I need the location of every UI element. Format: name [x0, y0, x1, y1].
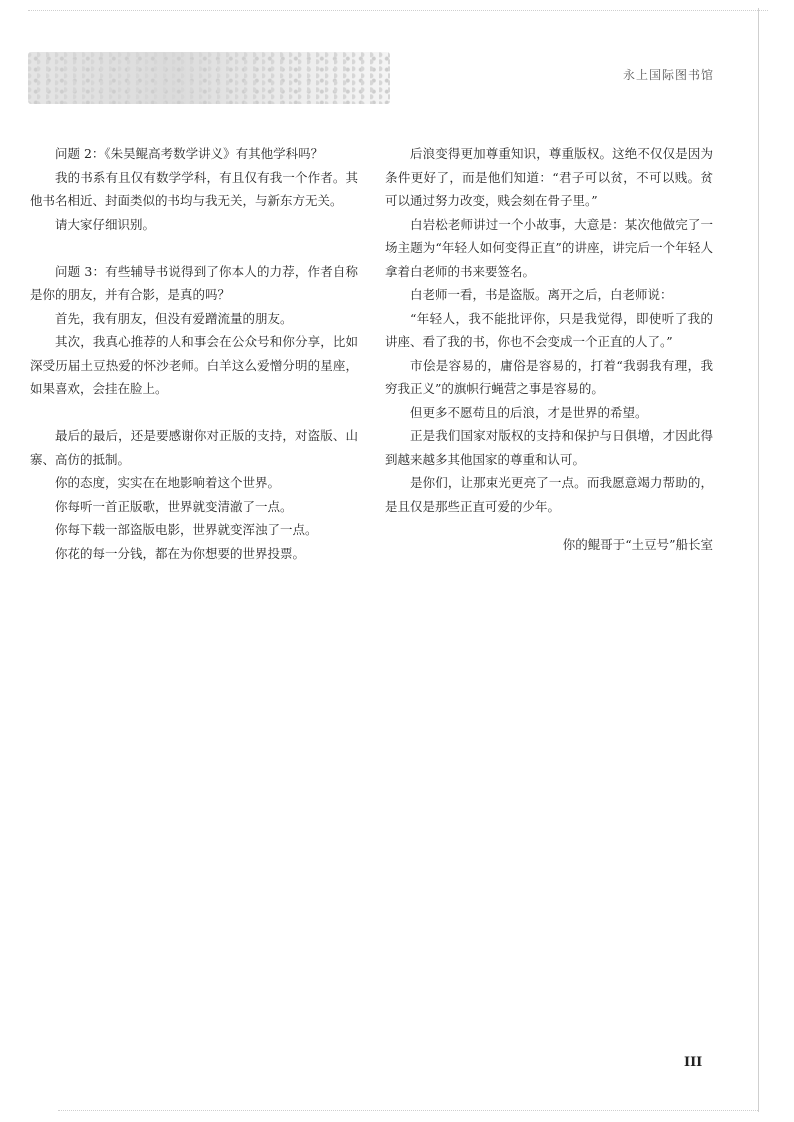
paragraph: 我的书系有且仅有数学学科，有且仅有我一个作者。其他书名相近、封面类似的书均与我无关，与新东方无关。	[30, 169, 358, 208]
paragraph: 后浪变得更加尊重知识，尊重版权。这绝不仅仅是因为条件更好了，而是他们知道：“君子可以贫，不可以贱。贫可以通过努力改变，贱会刻在骨子里。”	[385, 146, 713, 208]
paragraph: 问题 3：有些辅导书说得到了你本人的力荐，作者自称是你的朋友，并有合影，是真的吗？	[30, 263, 358, 302]
paragraph: 是你们，让那束光更亮了一点。而我愿意竭力帮助的，是且仅是那些正直可爱的少年。	[385, 475, 713, 514]
left-column	[30, 142, 358, 565]
paragraph: 但更多不愿苟且的后浪，才是世界的希望。	[410, 404, 648, 420]
header-banner-image	[28, 52, 390, 104]
paragraph: 请大家仔细识别。	[55, 216, 156, 232]
paragraph: 你每听一首正版歌，世界就变清澈了一点。	[55, 498, 293, 514]
running-header: 永上国际图书馆	[622, 68, 714, 82]
page-number: III	[684, 1055, 703, 1070]
paragraph: 市侩是容易的，庸俗是容易的，打着“我弱我有理，我穷我正义”的旗帜行蝇营之事是容易的。	[385, 357, 713, 396]
paragraph: 最后的最后，还是要感谢你对正版的支持，对盗版、山寨、高仿的抵制。	[30, 428, 358, 467]
paragraph: 你花的每一分钱，都在为你想要的世界投票。	[55, 545, 306, 561]
paragraph: 白老师一看，书是盗版。离开之后，白老师说：	[410, 287, 673, 302]
paragraph: 首先，我有朋友，但没有爱蹭流量的朋友。	[55, 310, 293, 326]
right-column	[385, 142, 713, 557]
paragraph: 其次，我真心推荐的人和事会在公众号和你分享，比如深受历届土豆热爱的怀沙老师。白羊这么爱憎分明的星座，如果喜欢，会挂在脸上。	[30, 334, 358, 396]
paragraph: 问题 2：《朱昊鲲高考数学讲义》有其他学科吗？	[55, 146, 324, 161]
paragraph: 你每下载一部盗版电影，世界就变浑浊了一点。	[55, 522, 318, 537]
bottom-border	[58, 1110, 758, 1111]
right-border	[758, 8, 759, 1112]
paragraph: 正是我们国家对版权的支持和保护与日俱增，才因此得到越来越多其他国家的尊重和认可。	[385, 428, 713, 467]
paragraph: 你的态度，实实在在地影响着这个世界。	[55, 475, 281, 490]
paragraph: 白岩松老师讲过一个小故事，大意是：某次他做完了一场主题为“年轻人如何变得正直”的讲座，讲完后一个年轻人拿着白老师的书来要签名。	[385, 216, 713, 279]
signature: 你的鲲哥于“土豆号”船长室	[562, 537, 713, 552]
top-border	[28, 10, 768, 11]
paragraph: “年轻人，我不能批评你，只是我觉得，即使听了我的讲座、看了我的书，你也不会变成一个正直的人了。”	[385, 310, 713, 349]
